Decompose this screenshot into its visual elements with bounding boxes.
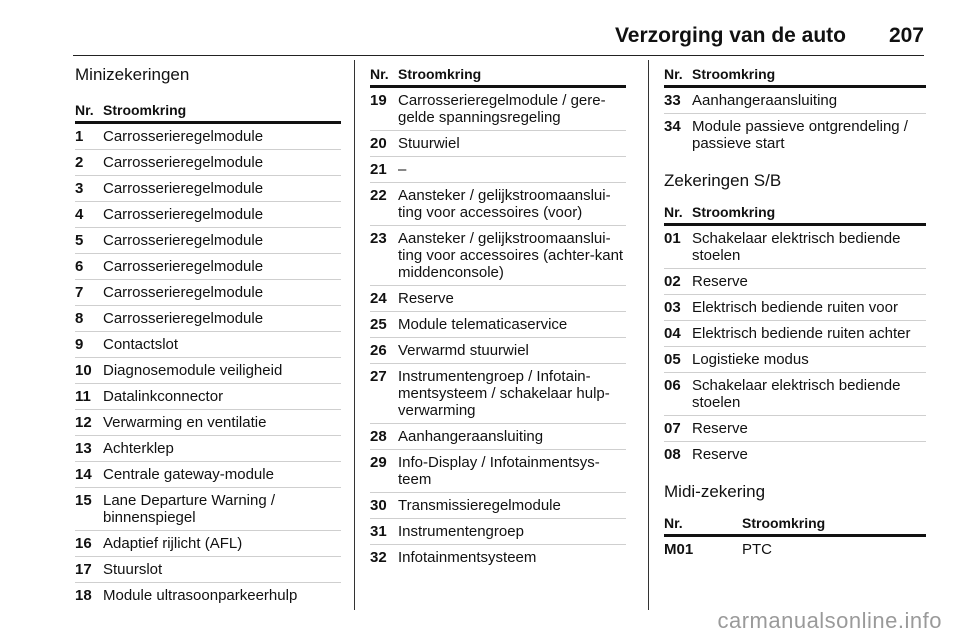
fuse-circuit: Reserve xyxy=(398,286,626,312)
table-row xyxy=(370,312,626,338)
fuse-number: 06 xyxy=(664,373,692,416)
column-header-circuit: Stroomkring xyxy=(742,511,926,536)
column-mini-fuses-continued xyxy=(370,62,626,570)
table-row xyxy=(664,269,926,295)
fuse-circuit: Stuurwiel xyxy=(398,131,626,157)
fuse-number: 20 xyxy=(370,131,398,157)
table-row xyxy=(664,225,926,269)
fuse-number: 3 xyxy=(75,176,103,202)
section-title-mini-fuses: Minizekeringen xyxy=(75,65,190,84)
table-row xyxy=(664,321,926,347)
fuse-number: 34 xyxy=(664,114,692,157)
table-row xyxy=(664,87,926,114)
fuse-circuit: Module ultrasoonparkeerhulp xyxy=(103,583,341,609)
table-row xyxy=(75,202,341,228)
table-row xyxy=(664,347,926,373)
table-row xyxy=(75,410,341,436)
fuse-number: 04 xyxy=(664,321,692,347)
table-row xyxy=(370,338,626,364)
table-row xyxy=(75,254,341,280)
fuse-circuit: Carrosserieregelmodule xyxy=(103,202,341,228)
fuse-circuit: Instrumentengroep xyxy=(398,519,626,545)
table-row xyxy=(75,436,341,462)
page-header xyxy=(0,24,960,54)
fuse-number: 22 xyxy=(370,183,398,226)
column-header-circuit: Stroomkring xyxy=(692,62,926,87)
column-header-nr: Nr. xyxy=(664,62,692,87)
fuse-table-sb xyxy=(664,200,926,467)
fuse-number: 10 xyxy=(75,358,103,384)
fuse-circuit: Reserve xyxy=(692,442,926,468)
fuse-circuit: Carrosserieregelmodule xyxy=(103,280,341,306)
fuse-circuit: Infotainmentsysteem xyxy=(398,545,626,571)
table-row xyxy=(75,228,341,254)
table-row xyxy=(75,462,341,488)
column-right xyxy=(664,62,926,562)
fuse-circuit: Carrosserieregelmodule xyxy=(103,228,341,254)
fuse-number: M01 xyxy=(664,541,694,558)
fuse-number: 8 xyxy=(75,306,103,332)
column-divider xyxy=(354,60,355,610)
fuse-circuit: Carrosserieregelmodule xyxy=(103,306,341,332)
table-row xyxy=(75,384,341,410)
fuse-circuit: Carrosserieregelmodule xyxy=(103,150,341,176)
fuse-circuit: Aanhangeraansluiting xyxy=(692,92,838,109)
fuse-circuit: Schakelaar elektrisch bediende stoelen xyxy=(692,230,901,264)
fuse-circuit: Aansteker / gelijkstroomaanslui-ting voor accessoires (achter-kant middenconsole) xyxy=(398,226,626,286)
fuse-circuit: Carrosserieregelmodule xyxy=(103,128,264,145)
fuse-circuit: Module passieve ontgrendeling / passieve start xyxy=(692,114,926,157)
fuse-table-mini-continued xyxy=(370,62,626,570)
header-rule xyxy=(73,55,924,56)
fuse-number: 23 xyxy=(370,226,398,286)
fuse-number: 4 xyxy=(75,202,103,228)
table-row xyxy=(370,450,626,493)
fuse-circuit: Centrale gateway-module xyxy=(103,462,341,488)
fuse-circuit: Reserve xyxy=(692,269,926,295)
fuse-number: 14 xyxy=(75,462,103,488)
fuse-circuit: Verwarming en ventilatie xyxy=(103,410,341,436)
fuse-number: 7 xyxy=(75,280,103,306)
fuse-circuit: Diagnosemodule veiligheid xyxy=(103,358,341,384)
fuse-circuit: Schakelaar elektrisch bediende stoelen xyxy=(692,373,926,416)
fuse-number: 2 xyxy=(75,150,103,176)
column-header-circuit: Stroomkring xyxy=(398,62,626,87)
table-row xyxy=(75,123,341,150)
fuse-number: 9 xyxy=(75,332,103,358)
fuse-circuit: – xyxy=(398,157,626,183)
table-row xyxy=(370,364,626,424)
fuse-circuit: Carrosserieregelmodule xyxy=(103,176,341,202)
fuse-number: 12 xyxy=(75,410,103,436)
page-title: Verzorging van de auto xyxy=(614,24,846,47)
fuse-number: 03 xyxy=(664,295,692,321)
table-row xyxy=(664,442,926,468)
fuse-number: 33 xyxy=(664,92,681,109)
fuse-table-mini-end xyxy=(664,62,926,156)
table-row xyxy=(75,280,341,306)
fuse-number: 29 xyxy=(370,450,398,493)
column-header-circuit: Stroomkring xyxy=(692,200,926,225)
fuse-circuit: Aanhangeraansluiting xyxy=(398,424,626,450)
table-row xyxy=(75,306,341,332)
fuse-circuit: Carrosserieregelmodule xyxy=(103,254,341,280)
fuse-number: 32 xyxy=(370,545,398,571)
table-row xyxy=(664,416,926,442)
fuse-table-mini xyxy=(75,98,341,608)
fuse-circuit: Datalinkconnector xyxy=(103,384,341,410)
column-header-circuit: Stroomkring xyxy=(103,98,341,123)
fuse-circuit: Stuurslot xyxy=(103,557,341,583)
column-divider xyxy=(648,60,649,610)
fuse-number: 16 xyxy=(75,531,103,557)
fuse-number: 05 xyxy=(664,347,692,373)
fuse-number: 5 xyxy=(75,228,103,254)
fuse-circuit: Achterklep xyxy=(103,436,341,462)
fuse-circuit: Module telematicaservice xyxy=(398,312,626,338)
table-row xyxy=(75,488,341,531)
fuse-circuit: Elektrisch bediende ruiten voor xyxy=(692,295,926,321)
fuse-circuit: Verwarmd stuurwiel xyxy=(398,338,626,364)
table-row xyxy=(75,531,341,557)
fuse-number: 17 xyxy=(75,557,103,583)
table-row xyxy=(370,183,626,226)
fuse-number: 30 xyxy=(370,493,398,519)
table-row xyxy=(75,557,341,583)
fuse-number: 27 xyxy=(370,364,398,424)
fuse-circuit: Adaptief rijlicht (AFL) xyxy=(103,531,341,557)
fuse-circuit: PTC xyxy=(742,541,772,558)
table-row xyxy=(370,87,626,131)
fuse-circuit: Transmissieregelmodule xyxy=(398,493,626,519)
fuse-number: 1 xyxy=(75,128,84,145)
watermark: carmanualsonline.info xyxy=(717,608,942,633)
column-header-nr: Nr. xyxy=(664,200,692,225)
table-row xyxy=(75,332,341,358)
table-row xyxy=(370,286,626,312)
fuse-circuit: Reserve xyxy=(692,416,926,442)
fuse-number: 01 xyxy=(664,230,681,247)
fuse-number: 25 xyxy=(370,312,398,338)
fuse-number: 11 xyxy=(75,384,103,410)
fuse-circuit: Elektrisch bediende ruiten achter xyxy=(692,321,926,347)
table-row xyxy=(370,226,626,286)
fuse-circuit: Logistieke modus xyxy=(692,347,926,373)
fuse-circuit: Aansteker / gelijkstroomaanslui-ting voor accessoires (voor) xyxy=(398,183,626,226)
fuse-circuit: Carrosserieregelmodule / gere-gelde spanningsregeling xyxy=(398,92,606,126)
table-row xyxy=(370,493,626,519)
column-header-nr: Nr. xyxy=(664,511,742,536)
fuse-number: 13 xyxy=(75,436,103,462)
table-row xyxy=(75,176,341,202)
table-row xyxy=(664,114,926,157)
fuse-number: 15 xyxy=(75,488,103,531)
table-row xyxy=(75,150,341,176)
column-header-nr: Nr. xyxy=(75,98,103,123)
fuse-circuit: Lane Departure Warning / binnenspiegel xyxy=(103,488,341,531)
fuse-number: 18 xyxy=(75,583,103,609)
section-title-midi-fuse: Midi-zekering xyxy=(664,482,766,501)
table-row xyxy=(664,536,926,563)
table-row xyxy=(664,373,926,416)
column-mini-fuses xyxy=(75,62,341,608)
table-row xyxy=(370,545,626,571)
fuse-number: 19 xyxy=(370,92,387,109)
table-row xyxy=(370,157,626,183)
fuse-number: 31 xyxy=(370,519,398,545)
fuse-circuit: Info-Display / Infotainmentsys-teem xyxy=(398,450,626,493)
table-row xyxy=(370,519,626,545)
fuse-number: 08 xyxy=(664,442,692,468)
section-title-sb-fuses: Zekeringen S/B xyxy=(664,171,782,190)
table-row xyxy=(75,583,341,609)
fuse-number: 02 xyxy=(664,269,692,295)
fuse-table-midi xyxy=(664,511,926,562)
fuse-circuit: Contactslot xyxy=(103,332,341,358)
table-row xyxy=(370,424,626,450)
fuse-number: 24 xyxy=(370,286,398,312)
table-row xyxy=(370,131,626,157)
fuse-number: 21 xyxy=(370,157,398,183)
table-row xyxy=(664,295,926,321)
fuse-number: 26 xyxy=(370,338,398,364)
column-header-nr: Nr. xyxy=(370,62,398,87)
fuse-circuit: Instrumentengroep / Infotain-mentsysteem / schakelaar hulp-verwarming xyxy=(398,364,626,424)
fuse-number: 07 xyxy=(664,416,692,442)
table-row xyxy=(75,358,341,384)
fuse-number: 28 xyxy=(370,424,398,450)
page-number: 207 xyxy=(888,24,924,47)
fuse-number: 6 xyxy=(75,254,103,280)
